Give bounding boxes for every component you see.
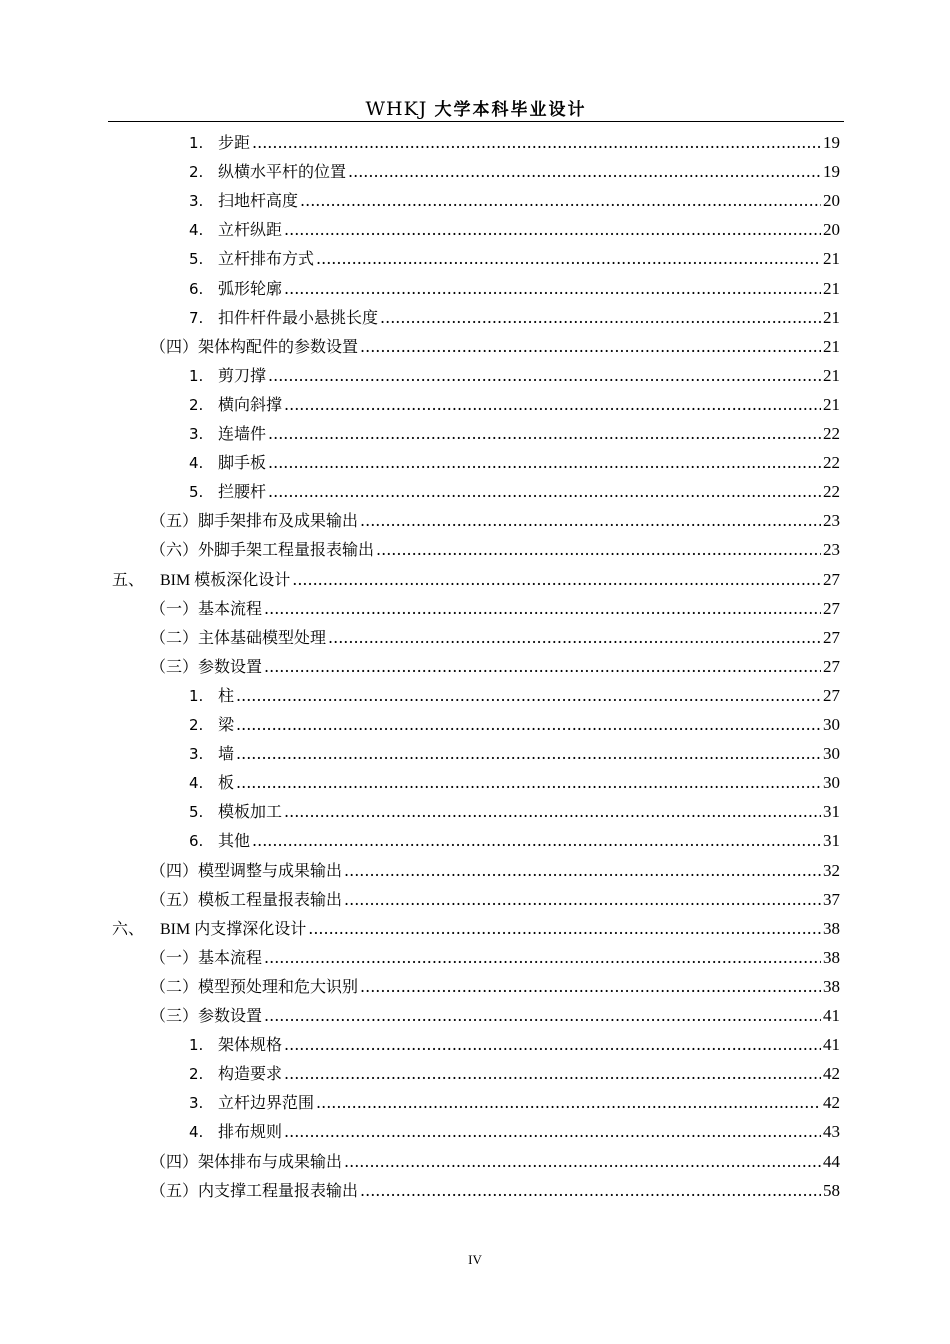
toc-dot-leader	[360, 977, 821, 996]
toc-dot-leader	[268, 424, 821, 443]
toc-entry[interactable]	[189, 741, 840, 770]
toc-entry[interactable]	[189, 799, 840, 828]
toc-entry-page: 20	[823, 191, 840, 211]
toc-entry[interactable]	[150, 654, 840, 683]
toc-dot-leader	[284, 279, 821, 298]
toc-entry-title: 主体基础模型处理	[198, 627, 327, 647]
toc-entry-title: 模板深化设计	[194, 569, 291, 589]
toc-entry-title: 弧形轮廓	[218, 278, 283, 298]
toc-dot-leader	[300, 191, 821, 210]
toc-dot-leader	[344, 890, 821, 909]
toc-entry-number: 4.	[189, 221, 204, 240]
toc-dot-leader	[328, 628, 821, 647]
toc-entry[interactable]	[150, 508, 840, 537]
toc-entry-number: 六、	[112, 918, 145, 938]
toc-entry[interactable]	[150, 1178, 840, 1207]
toc-dot-leader	[348, 162, 821, 181]
toc-entry-page: 22	[823, 453, 840, 473]
toc-entry[interactable]	[189, 188, 840, 217]
toc-entry-number: 1.	[189, 366, 204, 385]
toc-dot-leader	[268, 482, 821, 501]
toc-entry-title: 立杆排布方式	[218, 249, 315, 269]
toc-entry-page: 37	[823, 889, 840, 909]
toc-entry-title: 基本流程	[198, 598, 263, 618]
toc-entry-page: 22	[823, 482, 840, 502]
toc-entry-title: 立杆边界范围	[218, 1093, 315, 1113]
toc-entry-number: （三）	[150, 656, 199, 676]
toc-entry-number: 3.	[189, 1094, 204, 1113]
toc-entry-title: 架体规格	[218, 1035, 283, 1055]
toc-entry-page: 41	[823, 1006, 840, 1025]
toc-dot-leader	[360, 1181, 821, 1200]
toc-entry-page: 31	[823, 802, 840, 822]
toc-dot-leader	[252, 831, 821, 850]
toc-dot-leader	[264, 599, 821, 618]
toc-entry-page: 21	[823, 365, 840, 385]
header-latin: WHKJ	[365, 98, 428, 120]
toc-entry-page: 42	[823, 1064, 840, 1084]
toc-entry[interactable]	[150, 1149, 840, 1178]
toc-entry[interactable]	[189, 159, 840, 188]
toc-dot-leader	[344, 861, 821, 880]
toc-entry[interactable]	[150, 596, 840, 625]
toc-entry-number: 1.	[189, 1036, 204, 1055]
toc-entry[interactable]	[189, 276, 840, 305]
toc-entry-number: 5.	[189, 803, 204, 822]
toc-entry-title: 剪刀撑	[218, 365, 267, 385]
toc-dot-leader	[316, 249, 821, 268]
toc-entry-number: （五）	[150, 511, 199, 531]
toc-entry-page: 30	[823, 715, 840, 734]
toc-entry[interactable]	[189, 246, 840, 275]
page-header	[108, 95, 844, 120]
toc-dot-leader	[360, 337, 821, 356]
toc-entry[interactable]	[112, 916, 840, 945]
toc-entry-number: 1.	[189, 686, 204, 705]
toc-entry[interactable]	[189, 479, 840, 508]
toc-entry[interactable]	[189, 392, 840, 421]
toc-entry-title: 内支撑工程量报表输出	[198, 1180, 359, 1200]
toc-entry-title: 扫地杆高度	[218, 191, 299, 211]
toc-dot-leader	[236, 744, 821, 763]
toc-entry[interactable]	[112, 567, 840, 596]
toc-entry[interactable]	[189, 1090, 840, 1119]
toc-entry-number: （五）	[150, 1180, 199, 1200]
toc-dot-leader	[236, 715, 821, 734]
toc-entry-page: 58	[823, 1180, 840, 1200]
toc-dot-leader	[284, 802, 821, 821]
toc-entry-title: 扣件杆件最小悬挑长度	[218, 307, 379, 327]
toc-entry-title: 基本流程	[198, 947, 263, 967]
toc-entry-title: 模板加工	[218, 802, 283, 822]
toc-entry[interactable]	[150, 625, 840, 654]
toc-entry-page: 19	[823, 162, 840, 182]
toc-entry[interactable]	[189, 305, 840, 334]
toc-entry-page: 21	[823, 249, 840, 269]
toc-entry-number: 5.	[189, 250, 204, 269]
toc-entry[interactable]	[150, 887, 840, 916]
toc-dot-leader	[284, 220, 821, 239]
toc-entry-number: 五、	[112, 569, 145, 589]
toc-entry-title: 墙	[218, 744, 235, 764]
toc-entry-number: 6.	[189, 832, 204, 851]
toc-entry-number: 3.	[189, 425, 204, 443]
header-rule	[108, 121, 844, 122]
toc-entry[interactable]	[189, 1061, 840, 1090]
toc-entry-page: 42	[823, 1093, 840, 1113]
toc-entry[interactable]	[189, 130, 840, 159]
toc-entry-page: 23	[823, 540, 840, 560]
toc-entry-number: （四）	[150, 1151, 199, 1171]
toc-dot-leader	[236, 686, 821, 705]
toc-entry-page: 27	[823, 569, 840, 589]
toc-entry-page: 23	[823, 511, 840, 531]
toc-entry[interactable]	[150, 858, 840, 887]
toc-entry-page: 30	[823, 744, 840, 764]
toc-entry-page: 44	[823, 1151, 840, 1171]
toc-entry-number: 4.	[189, 774, 204, 793]
toc-entry-page: 38	[823, 918, 840, 938]
toc-entry[interactable]	[189, 363, 840, 392]
toc-entry-number: 4.	[189, 1123, 204, 1142]
toc-entry-number: （二）	[150, 976, 199, 996]
toc-entry-page: 38	[823, 976, 840, 996]
toc-entry[interactable]	[150, 1003, 840, 1032]
toc-entry-title: 架体排布与成果输出	[198, 1151, 343, 1171]
toc-entry[interactable]	[189, 683, 840, 712]
toc-entry-number: （四）	[150, 336, 199, 356]
toc-entry-page: 27	[823, 656, 840, 676]
toc-dot-leader	[264, 948, 821, 967]
toc-dot-leader	[284, 1035, 821, 1054]
toc-entry-title: 脚手架排布及成果输出	[198, 511, 359, 531]
toc-entry-title: 其他	[218, 831, 251, 851]
toc-entry-title: 模型预处理和危大识别	[198, 976, 359, 996]
toc-entry-page: 21	[823, 307, 840, 327]
toc-dot-leader	[292, 570, 821, 589]
toc-entry-page: 27	[823, 685, 840, 705]
toc-entry-title: 板	[218, 773, 235, 793]
toc-dot-leader	[284, 1122, 821, 1141]
toc-entry-title: 模板工程量报表输出	[198, 889, 343, 909]
toc-dot-leader	[284, 1064, 821, 1083]
toc-entry[interactable]	[189, 421, 840, 450]
toc-dot-leader	[252, 133, 821, 152]
toc-entry[interactable]	[150, 974, 840, 1003]
toc-entry-page: 30	[823, 773, 840, 793]
toc-entry[interactable]	[150, 334, 840, 363]
toc-entry-number: 2.	[189, 395, 204, 414]
toc-entry-number: 4.	[189, 454, 204, 473]
toc-dot-leader	[236, 773, 821, 792]
toc-entry-number: 2.	[189, 163, 204, 182]
toc-dot-leader	[284, 395, 821, 414]
toc-entry-number: 6.	[189, 279, 204, 298]
toc-dot-leader	[344, 1152, 821, 1171]
toc-entry-number: 3.	[189, 192, 204, 211]
toc-entry-number: （一）	[150, 947, 199, 967]
toc-entry-page: 21	[823, 278, 840, 298]
toc-dot-leader	[264, 657, 821, 676]
toc-entry-title: 柱	[218, 685, 235, 705]
toc-entry[interactable]	[189, 450, 840, 479]
toc-entry-number: （五）	[150, 889, 199, 909]
toc-dot-leader	[380, 308, 821, 327]
header-title: 大学本科毕业设计	[434, 100, 587, 120]
toc-entry[interactable]	[189, 1119, 840, 1148]
toc-entry-title: 连墙件	[218, 424, 267, 443]
toc-entry[interactable]	[189, 712, 840, 741]
page-number: IV	[468, 1252, 482, 1267]
toc-entry-title: 构造要求	[218, 1064, 283, 1084]
toc-dot-leader	[264, 1006, 821, 1025]
toc-entry-number: （一）	[150, 598, 199, 618]
toc-dot-leader	[308, 919, 821, 938]
toc-entry-page: 38	[823, 947, 840, 967]
toc-entry-page: 21	[823, 336, 840, 356]
toc-dot-leader	[360, 511, 821, 530]
toc-entry-title: 排布规则	[218, 1122, 283, 1142]
toc-entry-title: 拦腰杆	[218, 482, 267, 502]
toc-entry-page: 41	[823, 1035, 840, 1055]
toc-entry-page: 27	[823, 627, 840, 647]
toc-entry-number: 1.	[189, 134, 204, 152]
toc-entry-number: （三）	[150, 1006, 199, 1025]
toc-entry-number: 3.	[189, 745, 204, 764]
toc-entry-page: 43	[823, 1122, 840, 1142]
toc-entry-number: 7.	[189, 308, 204, 327]
toc-entry-page: 27	[823, 598, 840, 618]
toc-entry-title: 纵横水平杆的位置	[218, 162, 347, 182]
toc-entry-number: 2.	[189, 1065, 204, 1084]
toc-entry-title: 脚手板	[218, 453, 267, 473]
toc-entry-page: 19	[823, 133, 840, 152]
toc-dot-leader	[376, 540, 821, 559]
toc-entry[interactable]	[150, 537, 840, 566]
toc-entry-page: 20	[823, 220, 840, 240]
toc-entry-title: 外脚手架工程量报表输出	[198, 540, 375, 560]
toc-entry[interactable]	[189, 217, 840, 246]
toc-entry-page: 32	[823, 860, 840, 880]
toc-entry-prefix: BIM	[160, 920, 191, 938]
toc-dot-leader	[268, 366, 821, 385]
toc-entry-title: 架体构配件的参数设置	[198, 336, 359, 356]
toc-entry-title: 步距	[218, 133, 251, 152]
toc-entry[interactable]	[189, 828, 840, 857]
toc-dot-leader	[316, 1093, 821, 1112]
toc-entry-title: 内支撑深化设计	[194, 918, 307, 938]
toc-entry-title: 模型调整与成果输出	[198, 860, 343, 880]
toc-entry-number: 2.	[189, 716, 204, 734]
toc-entry-page: 31	[823, 831, 840, 851]
toc-entry-number: 5.	[189, 483, 204, 502]
toc-dot-leader	[268, 453, 821, 472]
toc-entry-title: 参数设置	[198, 656, 263, 676]
toc-entry[interactable]	[189, 1032, 840, 1061]
toc-entry[interactable]	[150, 945, 840, 974]
toc-entry-title: 立杆纵距	[218, 220, 283, 240]
toc-entry-title: 参数设置	[198, 1006, 263, 1025]
toc-entry-number: （四）	[150, 860, 199, 880]
toc-entry-title: 横向斜撑	[218, 394, 283, 414]
toc-entry-prefix: BIM	[160, 571, 191, 589]
toc-entry-title: 梁	[218, 715, 235, 734]
toc-entry-number: （六）	[150, 540, 199, 560]
toc-entry-page: 22	[823, 424, 840, 443]
toc-entry-page: 21	[823, 394, 840, 414]
toc-entry-number: （二）	[150, 627, 199, 647]
toc-entry[interactable]	[189, 770, 840, 799]
